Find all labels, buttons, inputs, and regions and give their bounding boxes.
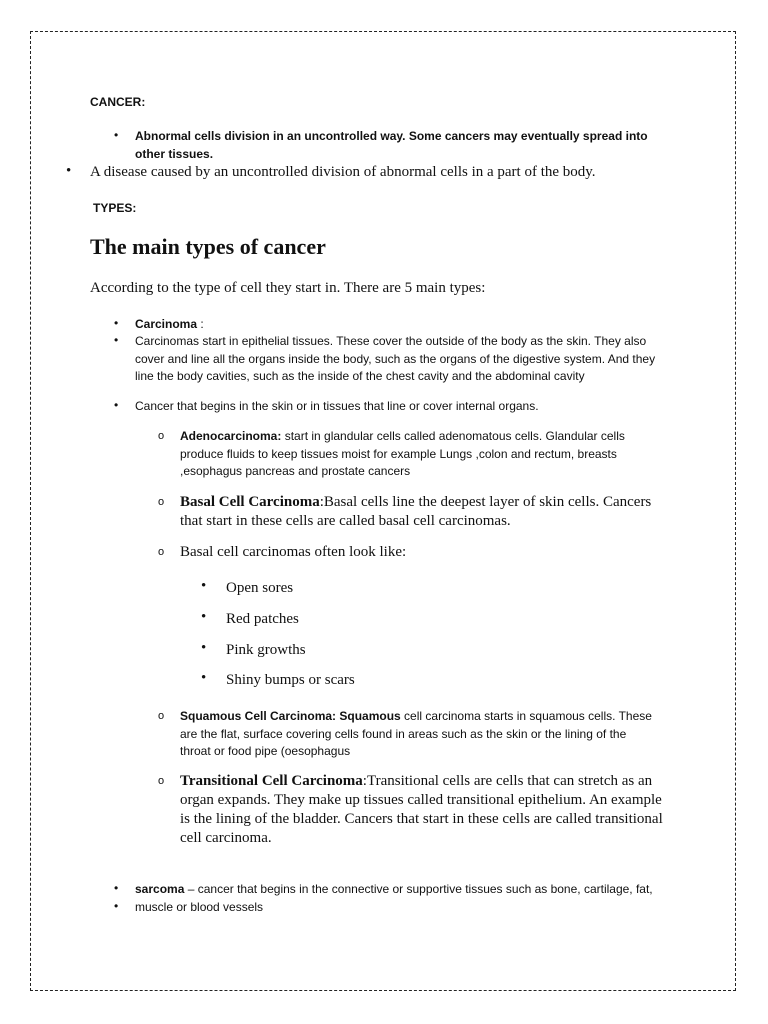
intro-text: According to the type of cell they start in. There are 5 main types: bbox=[90, 280, 486, 296]
basal-sign-item: Pink growths bbox=[226, 642, 306, 658]
sarcoma-continued: muscle or blood vessels bbox=[135, 900, 264, 914]
transitional-text: :Transitional cells are cells that can stretch as an organ expands. They make up tissues called transitional epithelium. An example is the lining of the bladder. Cancers that start in these cells are called transitional cell carcinoma. bbox=[180, 773, 663, 846]
squamous-text: cell carcinoma starts in squamous cells. These are the flat, surface covering cells found in areas such as the skin or the lining of the throat or food pipe (oesophagus bbox=[180, 709, 652, 758]
sarcoma-name: sarcoma bbox=[135, 882, 185, 896]
bullet-marker: • bbox=[114, 316, 119, 330]
basal-cell-item bbox=[180, 493, 670, 531]
basal-cell-name: Basal Cell Carcinoma bbox=[180, 494, 320, 510]
definition-2: A disease caused by an uncontrolled division of abnormal cells in a part of the body. bbox=[90, 164, 596, 180]
bullet-marker: • bbox=[201, 640, 207, 656]
circle-marker: o bbox=[158, 496, 165, 508]
sarcoma-item bbox=[135, 881, 695, 899]
carcinoma-begins: Cancer that begins in the skin or in tissues that line or cover internal organs. bbox=[135, 399, 539, 413]
bullet-marker: • bbox=[201, 578, 207, 594]
definition-1: Abnormal cells division in an uncontrolled way. Some cancers may eventually spread into other tissues. bbox=[135, 129, 648, 161]
transitional-name: Transitional Cell Carcinoma bbox=[180, 773, 363, 789]
bullet-marker: • bbox=[201, 670, 207, 686]
circle-marker: o bbox=[158, 546, 165, 558]
adenocarcinoma-text: start in glandular cells called adenomatous cells. Glandular cells produce fluids to keep tissues moist for example Lungs ,colon and rectum, breasts ,esophagus pancreas and prostate cancers bbox=[180, 429, 625, 478]
bullet-marker: • bbox=[114, 899, 119, 913]
basal-cell-text: :Basal cells line the deepest layer of skin cells. Cancers that start in these cells are called basal cell carcinomas. bbox=[180, 494, 652, 529]
adenocarcinoma-item bbox=[180, 428, 640, 481]
bullet-marker: • bbox=[114, 333, 119, 347]
adenocarcinoma-name: Adenocarcinoma: bbox=[180, 429, 282, 443]
carcinoma-description: Carcinomas start in epithelial tissues. These cover the outside of the body as the skin. They also cover and line all the organs inside the body, such as the organs of the digestive system. And they line the body cavities, such as the inside of the chest cavity and the abdominal cavity bbox=[135, 334, 656, 383]
carcinoma-name: Carcinoma bbox=[135, 317, 198, 331]
cancer-heading: CANCER: bbox=[90, 95, 146, 109]
bullet-marker: • bbox=[114, 128, 119, 142]
main-title: The main types of cancer bbox=[90, 234, 326, 259]
bullet-marker: • bbox=[66, 163, 72, 179]
types-heading: TYPES: bbox=[93, 201, 137, 215]
bullet-marker: • bbox=[114, 881, 119, 895]
transitional-item bbox=[180, 772, 670, 848]
squamous-item bbox=[180, 708, 660, 761]
sarcoma-text: – cancer that begins in the connective or supportive tissues such as bone, cartilage, fat, bbox=[184, 882, 653, 896]
bullet-marker: • bbox=[114, 398, 119, 412]
basal-sign-item: Open sores bbox=[226, 580, 294, 596]
carcinoma-suffix: : bbox=[197, 317, 204, 331]
circle-marker: o bbox=[158, 430, 165, 442]
basal-sign-item: Shiny bumps or scars bbox=[226, 672, 355, 688]
circle-marker: o bbox=[158, 710, 165, 722]
basal-look-text: Basal cell carcinomas often look like: bbox=[180, 544, 407, 560]
basal-sign-item: Red patches bbox=[226, 611, 299, 627]
bullet-marker: • bbox=[201, 609, 207, 625]
carcinoma-label bbox=[135, 316, 204, 334]
squamous-name: Squamous Cell Carcinoma: Squamous bbox=[180, 709, 401, 723]
circle-marker: o bbox=[158, 775, 165, 787]
